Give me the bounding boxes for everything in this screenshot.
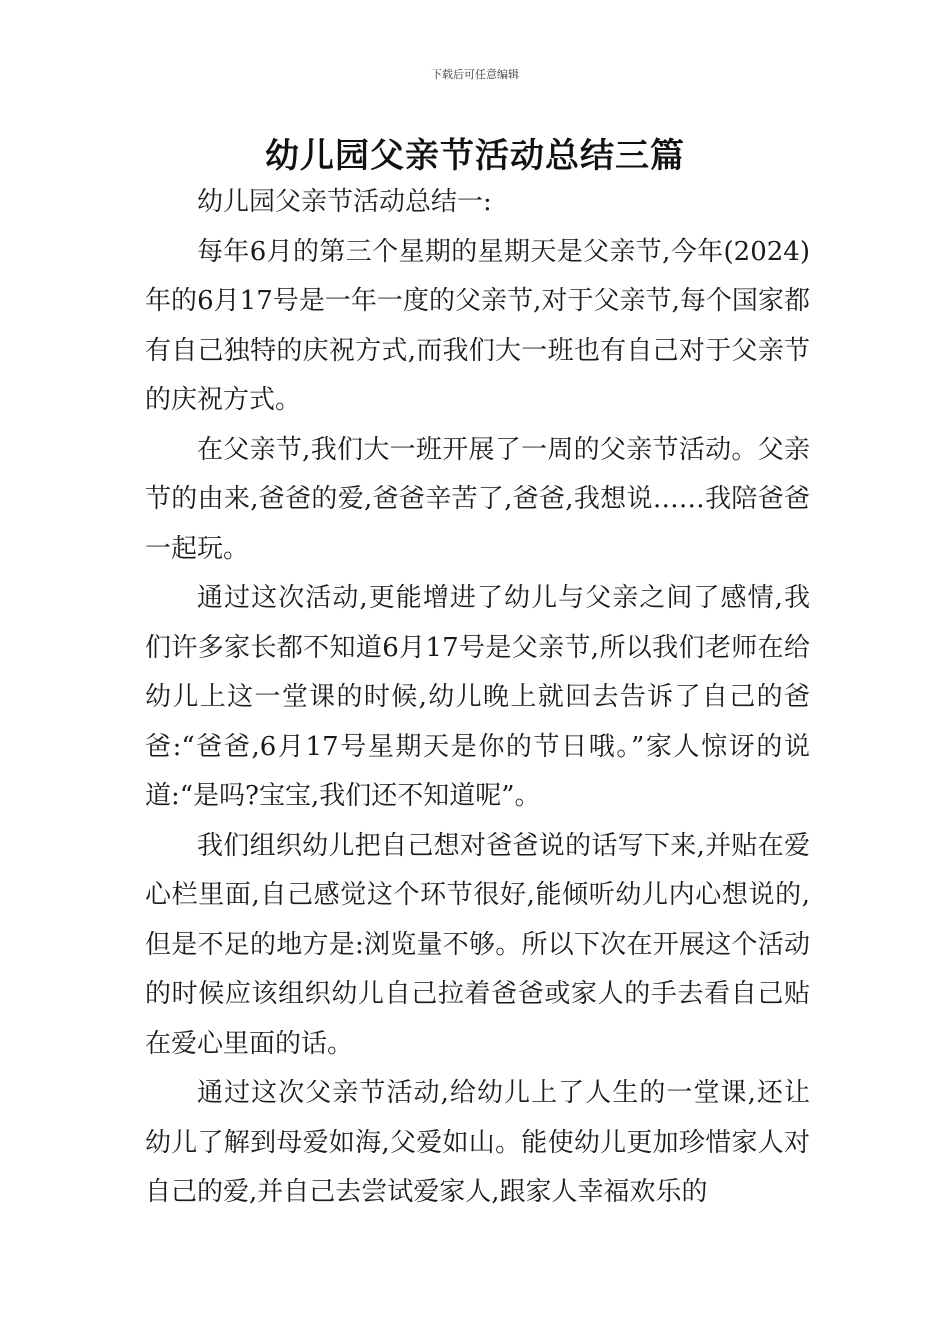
paragraph: 通过这次活动,更能增进了幼儿与父亲之间了感情,我们许多家长都不知道6月17号是父亲节,所以我们老师在给幼儿上这一堂课的时候,幼儿晚上就回去告诉了自己的爸爸:“爸爸,6月17号星期天是你的节日哦。”家人惊讶的说道:“是吗?宝宝,我们还不知道呢”。 <box>145 583 810 811</box>
section-heading: 幼儿园父亲节活动总结一: <box>197 187 492 217</box>
document-body <box>145 178 810 1218</box>
header-note: 下载后可任意编辑 <box>431 68 519 81</box>
paragraph: 通过这次父亲节活动,给幼儿上了人生的一堂课,还让幼儿了解到母爱如海,父爱如山。能使幼儿更加珍惜家人对自己的爱,并自己去尝试爱家人,跟家人幸福欢乐的 <box>145 1078 810 1207</box>
document-title: 幼儿园父亲节活动总结三篇 <box>265 136 685 176</box>
paragraph: 我们组织幼儿把自己想对爸爸说的话写下来,并贴在爱心栏里面,自己感觉这个环节很好,能倾听幼儿内心想说的,但是不足的地方是:浏览量不够。所以下次在开展这个活动的时候应该组织幼儿自己拉着爸爸或家人的手去看自己贴在爱心里面的话。 <box>145 830 810 1059</box>
paragraph: 在父亲节,我们大一班开展了一周的父亲节活动。父亲节的由来,爸爸的爱,爸爸辛苦了,爸爸,我想说……我陪爸爸一起玩。 <box>145 434 810 564</box>
paragraph: 每年6月的第三个星期的星期天是父亲节,今年(2024)年的6月17号是一年一度的父亲节,对于父亲节,每个国家都有自己独特的庆祝方式,而我们大一班也有自己对于父亲节的庆祝方式。 <box>145 236 810 415</box>
